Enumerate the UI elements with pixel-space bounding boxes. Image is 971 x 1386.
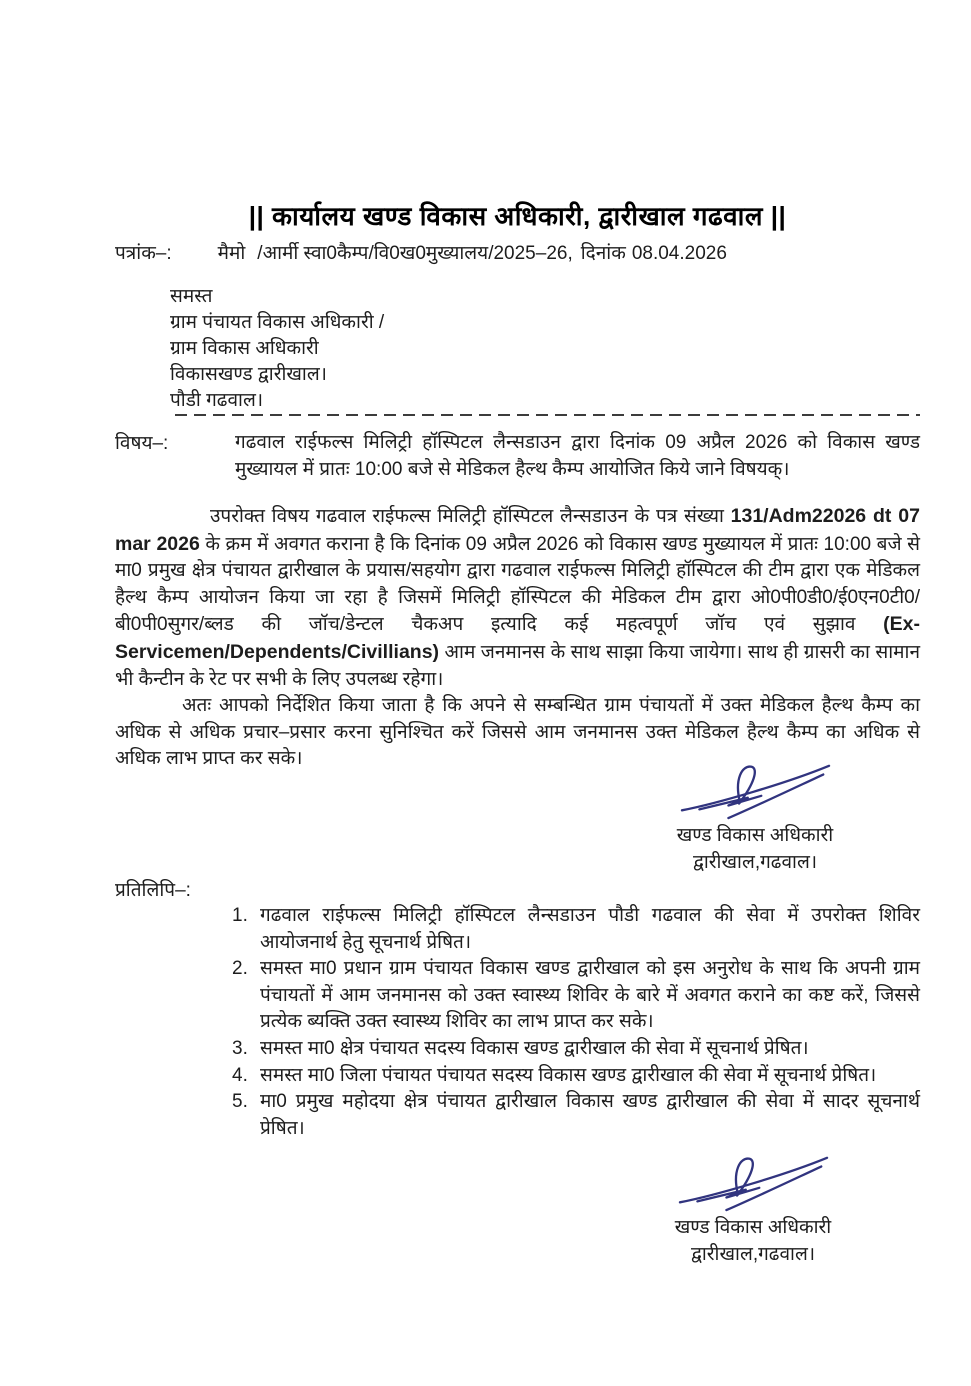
beneficiary-categories: (Ex-Servicemen/Dependents/Civillians) <box>115 613 920 663</box>
copies-label: प्रतिलिपि–: <box>115 880 191 901</box>
recipient-line-5: पौडी गढवाल। <box>170 390 264 411</box>
signature-scribble-icon <box>678 760 833 820</box>
signatory-designation: खण्ड विकास अधिकारी <box>674 1217 832 1238</box>
body-paragraph-1 <box>115 503 920 693</box>
recipient-line-1: समस्त <box>170 286 213 307</box>
signatory-designation: खण्ड विकास अधिकारी <box>676 825 834 846</box>
body-para1-text-c: आम जनमानस के साथ साझा किया जायेगा। साथ ही ग्रासरी का सामान भी कैन्टीन के रेट पर सभी के लिए उपलब्ध रहेगा। <box>115 641 920 690</box>
recipient-block <box>170 284 384 414</box>
date-label: दिनांक <box>580 243 626 264</box>
date-value: 08.04.2026 <box>631 243 727 264</box>
copy-item-number: 4. <box>232 1064 248 1086</box>
signature-block-bottom <box>643 1152 863 1268</box>
copy-item-number: 1. <box>232 905 248 926</box>
copy-item <box>232 1089 920 1142</box>
signatory-place: द्वारीखाल,गढवाल। <box>692 852 818 873</box>
dashed-separator <box>175 414 920 416</box>
copy-item <box>232 1063 920 1090</box>
copy-item-text: समस्त मा0 क्षेत्र पंचायत सदस्य विकास खण्ड द्वारीखाल की सेवा में सूचनार्थ प्रेषित। <box>260 1037 809 1059</box>
copies-list <box>232 903 920 1142</box>
copy-item-number: 2. <box>232 958 248 980</box>
subject-row <box>115 429 920 483</box>
reference-line <box>115 239 920 265</box>
copy-item-text: मा0 प्रमुख महोदया क्षेत्र पंचायत द्वारीखाल विकास खण्ड द्वारीखाल की सेवा में सादर सूचनार्थ प्रेषित। <box>260 1091 920 1139</box>
signature-scribble-icon <box>676 1152 831 1212</box>
body-para1-text-a: उपरोक्त विषय गढवाल राईफल्स मिलिट्री हॉस्पिटल लैन्सडाउन के पत्र संख्या <box>210 506 731 527</box>
ref-number-label: पत्रांक–: <box>115 243 172 264</box>
recipient-line-2: ग्राम पंचायत विकास अधिकारी / <box>170 312 385 333</box>
body-para1-text-b: के क्रम में अवगत कराना है कि दिनांक 09 अप्रैल 2026 को विकास खण्ड मुख्यायल में प्रातः 10:00 बजे से मा0 प्रमुख क्षेत्र पंचायत द्वारीखाल के प्रयास/सहयोग द्वारा गढवाल राईफल्स मिलिट्री हॉस्पिटल की टीम द्वारा एक मेडिकल हैल्थ कैम्प आयोजन किया जा रहा है जिसमें मिलिट्री हॉस्पिटल की मेडिकल टीम द्वारा ओ0पी0डी0/ई0एन0टी0/बी0पी0सुगर/ब्लड की जॉच/डेन्टल चैकअप इत्यादि कई महत्वपूर्ण जॉच एवं सुझाव <box>115 533 920 636</box>
copy-item-text: गढवाल राईफल्स मिलिट्री हॉस्पिटल लैन्सडाउन पौडी गढवाल की सेवा में उपरोक्त शिविर आयोजनार्थ हेतु सूचनार्थ प्रेषित। <box>260 905 920 953</box>
office-title: || कार्यालय खण्ड विकास अधिकारी, द्वारीखाल गढवाल || <box>248 201 787 231</box>
subject-text: गढवाल राईफल्स मिलिट्री हॉस्पिटल लैन्सडाउन द्वारा दिनांक 09 अप्रैल 2026 को विकास खण्ड मुख्यायल में प्रातः 10:00 बजे से मेडिकल हैल्थ कैम्प आयोजित किये जाने विषयक्। <box>235 432 920 480</box>
copy-item <box>232 956 920 1036</box>
memo-text: मैमो <box>217 243 246 264</box>
copy-item-text: समस्त मा0 जिला पंचायत पंचायत सदस्य विकास खण्ड द्वारीखाल की सेवा में सूचनार्थ प्रेषित। <box>260 1064 877 1086</box>
copy-item <box>232 903 920 956</box>
copy-item-text: समस्त मा0 प्रधान ग्राम पंचायत विकास खण्ड द्वारीखाल को इस अनुरोध के साथ कि अपनी ग्राम पंचायतों में आम जनमानस को उक्त स्वास्थ्य शिविर के बारे में अवगत कराने का कष्ट करें, जिससे प्रत्येक ब्यक्ति उक्त स्वास्थ्य शिविर का लाभ प्राप्त कर सके। <box>260 958 920 1033</box>
copy-item-number: 5. <box>232 1091 248 1113</box>
signature-block-top <box>645 760 865 876</box>
body-paragraph-2: अतः आपको निर्देशित किया जाता है कि अपने से सम्बन्धित ग्राम पंचायतों में उक्त मेडिकल हैल्थ कैम्प का अधिक से अधिक प्रचार–प्रसार करना सुनिश्चित करें जिससे आम जनमानस उक्त मेडिकल हैल्थ कैम्प का अधिक से अधिक लाभ प्राप्त कर सके। <box>115 695 920 770</box>
recipient-line-3: ग्राम विकास अधिकारी <box>170 338 319 359</box>
recipient-line-4: विकासखण्ड द्वारीखाल। <box>170 364 327 385</box>
signatory-place: द्वारीखाल,गढवाल। <box>690 1244 816 1265</box>
copy-item-number: 3. <box>232 1037 248 1059</box>
hospital-letter-ref: 131/Adm22026 dt 07 mar 2026 <box>115 505 920 555</box>
copy-item <box>232 1036 920 1063</box>
subject-label: विषय–: <box>115 433 169 454</box>
letter-body <box>115 503 920 773</box>
file-reference: /आर्मी स्वा0कैम्प/वि0ख0मुख्यालय/2025–26, <box>257 243 573 264</box>
